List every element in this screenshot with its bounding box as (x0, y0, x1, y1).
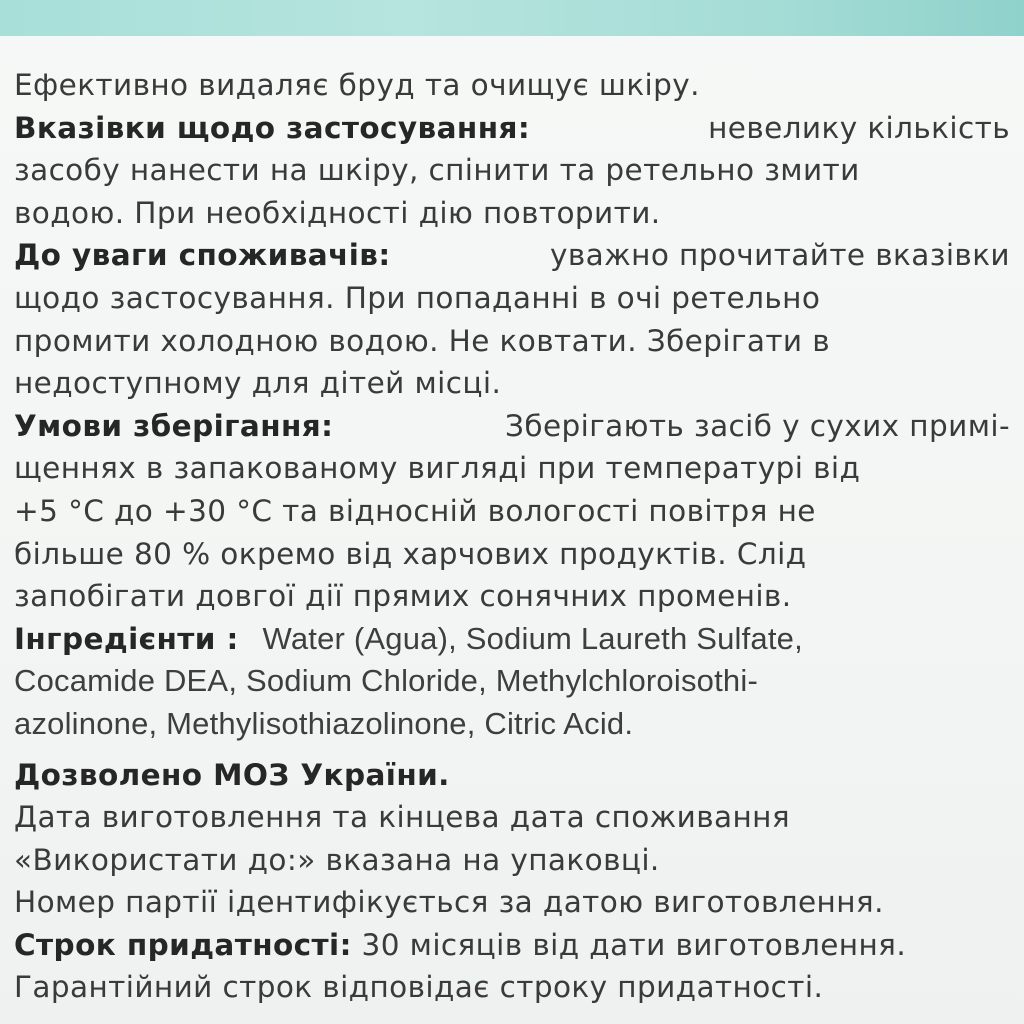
storage-conditions-heading: Умови зберігання: (14, 408, 334, 443)
batch-number-line: Номер партії ідентифікується за датою виготовлення. (14, 885, 884, 920)
consumer-warning-heading: До уваги споживачів: (14, 238, 391, 273)
storage-conditions-text: Зберігають засіб у сухих примі- (505, 408, 1010, 443)
label-text (14, 64, 1010, 1009)
usage-instructions-text: невелику кількість (708, 110, 1010, 145)
ministry-approval: Дозволено МОЗ України. (14, 757, 450, 792)
storage-conditions-line (14, 405, 1010, 448)
warranty-line: Гарантійний строк відповідає строку придатності. (14, 970, 824, 1005)
consumer-warning-text: уважно прочитайте вказівки (550, 238, 1010, 273)
ingredients-heading: Інгредієнти : (14, 621, 239, 656)
storage-conditions-line: запобігати довгої дії прямих сонячних променів. (14, 579, 792, 614)
usage-instructions-heading: Вказівки щодо застосування: (14, 110, 531, 145)
shelf-life-line (14, 924, 1010, 967)
ingredients-line: azolinone, Methylisothiazolinone, Citric Acid. (14, 705, 634, 741)
label-top-band (0, 0, 1024, 36)
manufacture-date-line: «Використати до:» вказана на упаковці. (14, 842, 660, 877)
description-line: Ефективно видаляє бруд та очищує шкіру. (14, 68, 700, 102)
storage-conditions-line: більше 80 % окремо від харчових продуктів. Слід (14, 536, 807, 571)
storage-conditions-line: +5 °С до +30 °С та відносній вологості повітря не (14, 493, 816, 528)
storage-conditions-line: щеннях в запакованому вигляді при температурі від (14, 451, 861, 486)
manufacture-date-line: Дата виготовлення та кінцева дата споживання (14, 800, 791, 835)
ingredients-line (14, 618, 1010, 661)
usage-instructions-line: водою. При необхідності дію повторити. (14, 195, 661, 230)
shelf-life-text: 30 місяців від дати виготовлення. (361, 927, 907, 962)
consumer-warning-line (14, 234, 1010, 277)
consumer-warning-line: промити холодною водою. Не ковтати. Зберігати в (14, 323, 831, 358)
shelf-life-heading: Строк придатності: (14, 927, 352, 962)
consumer-warning-line: щодо застосування. При попаданні в очі ретельно (14, 280, 821, 315)
ingredients-text: Water (Agua), Sodium Laureth Sulfate, (262, 620, 803, 656)
ingredients-line: Cocamide DEA, Sodium Chloride, Methylchloroisothi- (14, 663, 758, 699)
usage-instructions-line: засобу нанести на шкіру, спінити та ретельно змити (14, 153, 860, 188)
usage-instructions-line (14, 107, 1010, 150)
consumer-warning-line: недоступному для дітей місці. (14, 366, 502, 401)
